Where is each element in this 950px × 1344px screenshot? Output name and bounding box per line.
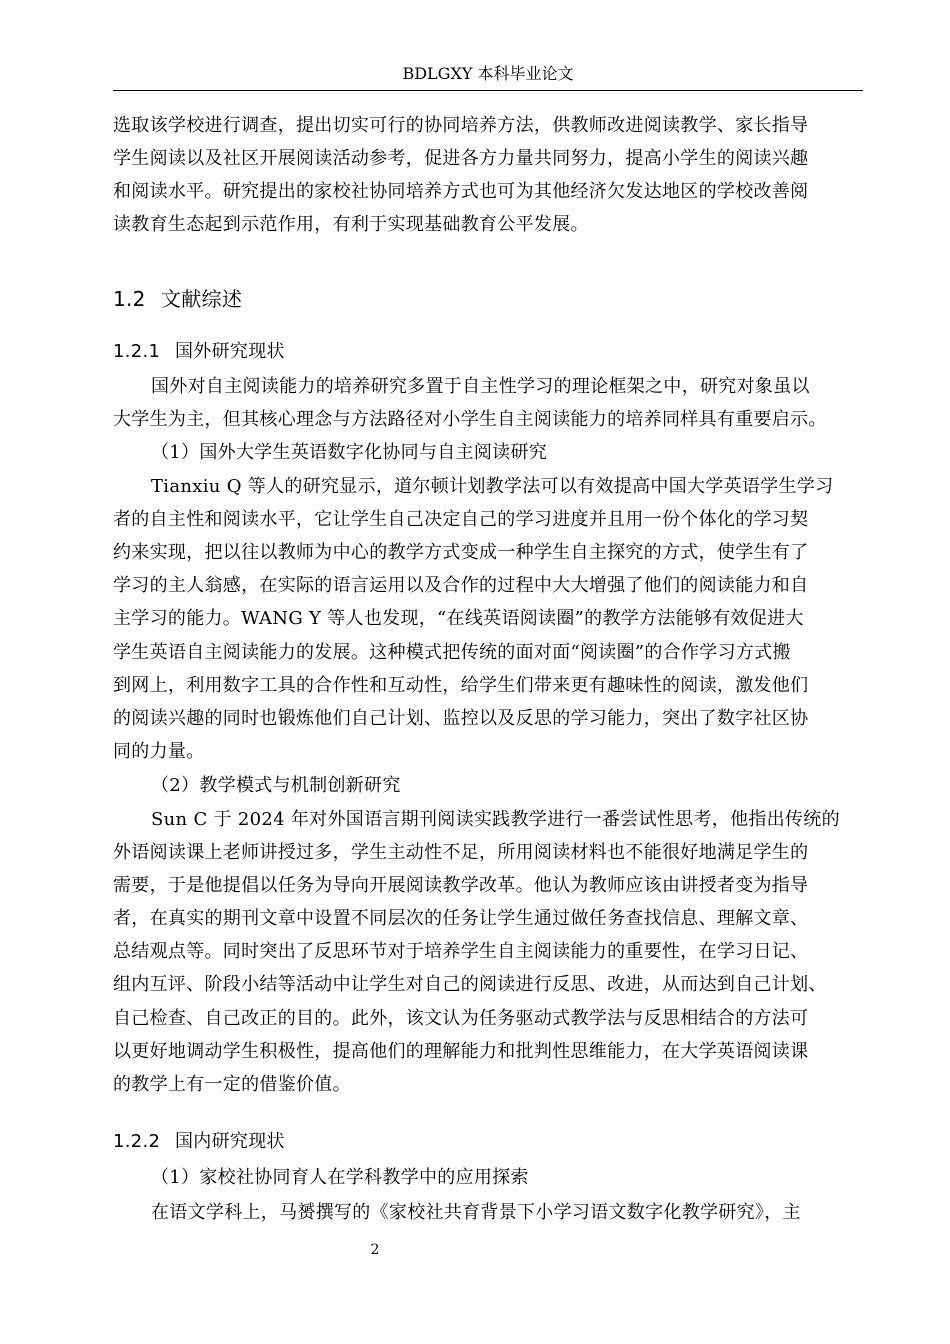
body-line: 约来实现，把以往以教师为中心的教学方式变成一种学生自主探究的方式，使学生有了 — [113, 542, 809, 563]
body-line: 大学生为主，但其核心理念与方法路径对小学生自主阅读能力的培养同样具有重要启示。 — [113, 409, 827, 430]
section-number: 1.2 — [113, 287, 146, 311]
body-line: 学生英语自主阅读能力的发展。这种模式把传统的面对面“阅读圈”的合作学习方式搬 — [113, 642, 791, 663]
body-line: 在语文学科上，马赟撰写的《家校社共育背景下小学习语文数字化教学研究》，主 — [151, 1202, 801, 1223]
body-line: 以更好地调动学生积极性，提高他们的理解能力和批判性思维能力，在大学英语阅读课 — [113, 1041, 809, 1062]
body-line: 选取该学校进行调查，提出切实可行的协同培养方法，供教师改进阅读教学、家长指导 — [113, 115, 809, 136]
body-line: 学习的主人翁感，在实际的语言运用以及合作的过程中大大增强了他们的阅读能力和自 — [113, 575, 809, 596]
body-line: 国外对自主阅读能力的培养研究多置于自主性学习的理论框架之中，研究对象虽以 — [151, 376, 810, 397]
section-heading-1-2 — [113, 284, 865, 314]
body-line: Sun C 于 2024 年对外国语言期刊阅读实践教学进行一番尝试性思考，他指出传统的 — [151, 809, 840, 830]
subheading: （1）家校社协同育人在学科教学中的应用探索 — [151, 1167, 529, 1188]
page-number: 2 — [370, 1242, 380, 1258]
body-line: 外语阅读课上老师讲授过多，学生主动性不足，所用阅读材料也不能很好地满足学生的 — [113, 842, 809, 863]
section-number: 1.2.2 — [113, 1131, 161, 1152]
body-line: 者的自主性和阅读水平，它让学生自己决定自己的学习进度并且用一份个体化的学习契 — [113, 509, 809, 530]
subheading: （1）国外大学生英语数字化协同与自主阅读研究 — [151, 442, 548, 463]
page-header: BDLGXY 本科毕业论文 — [113, 58, 863, 91]
body-line: 学生阅读以及社区开展阅读活动参考，促进各方力量共同努力，提高小学生的阅读兴趣 — [113, 148, 809, 169]
body-line: 的阅读兴趣的同时也锻炼他们自己计划、监控以及反思的学习能力，突出了数字社区协 — [113, 708, 809, 729]
body-line: 总结观点等。同时突出了反思环节对于培养学生自主阅读能力的重要性，在学习日记、 — [113, 941, 809, 962]
body-line: Tianxiu Q 等人的研究显示，道尔顿计划教学法可以有效提高中国大学英语学生学习 — [151, 476, 834, 497]
section-title: 国内研究现状 — [175, 1131, 285, 1152]
body-line: 组内互评、阶段小结等活动中让学生对自己的阅读进行反思、改进，从而达到自己计划、 — [113, 974, 827, 995]
body-line: 自己检查、自己改正的目的。此外，该文认为任务驱动式教学法与反思相结合的方法可 — [113, 1008, 809, 1029]
section-title: 国外研究现状 — [175, 341, 285, 362]
body-line: 到网上，利用数字工具的合作性和互动性，给学生们带来更有趣味性的阅读，激发他们 — [113, 675, 809, 696]
body-line: 和阅读水平。研究提出的家校社协同培养方式也可为其他经济欠发达地区的学校改善阅 — [113, 181, 809, 202]
body-line: 需要，于是他提倡以任务为导向开展阅读教学改革。他认为教师应该由讲授者变为指导 — [113, 875, 809, 896]
section-heading-1-2-2 — [113, 1127, 865, 1157]
body-line: 读教育生态起到示范作用，有利于实现基础教育公平发展。 — [113, 214, 589, 235]
subheading: （2）教学模式与机制创新研究 — [151, 775, 401, 796]
section-title: 文献综述 — [161, 287, 243, 311]
body-line: 者，在真实的期刊文章中设置不同层次的任务让学生通过做任务查找信息、理解文章、 — [113, 908, 809, 929]
section-number: 1.2.1 — [113, 341, 161, 362]
body-line: 同的力量。 — [113, 741, 205, 762]
section-heading-1-2-1 — [113, 337, 865, 367]
body-line: 的教学上有一定的借鉴价值。 — [113, 1074, 351, 1095]
body-line: 主学习的能力。WANG Y 等人也发现，“在线英语阅读圈”的教学方法能够有效促进大 — [113, 608, 804, 629]
